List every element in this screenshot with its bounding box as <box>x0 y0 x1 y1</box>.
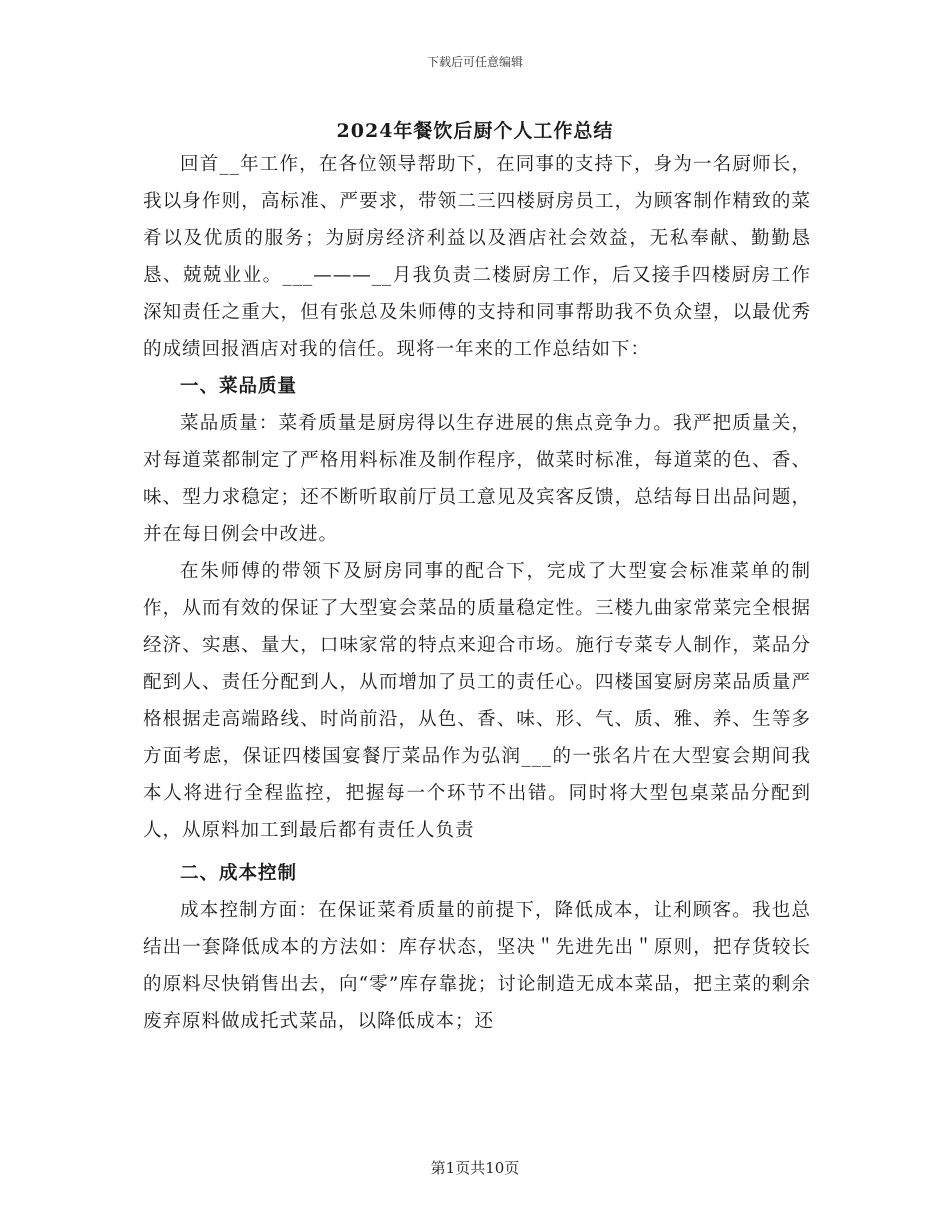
dish-quality-paragraph: 菜品质量：菜肴质量是厨房得以生存进展的焦点竞争力。我严把质量关，对每道菜都制定了严格用料标准及制作程序，做菜时标准，每道菜的色、香、味、型力求稳定；还不断听取前厅员工意见及宾客反馈，总结每日出品问题，并在每日例会中改进。 <box>143 413 811 545</box>
page-number: 第1页共10页 <box>430 1159 520 1177</box>
section-heading-cost-control: 二、成本控制 <box>180 863 298 884</box>
intro-paragraph: 回首__年工作，在各位领导帮助下，在同事的支持下，身为一名厨师长，我以身作则，高标准、严要求，带领二三四楼厨房员工，为顾客制作精致的菜肴以及优质的服务；为厨房经济利益以及酒店社会效益，无私奉献、勤勤恳恳、兢兢业业。___———__月我负责二楼厨房工作，后又接手四楼厨房工作深知责任之重大，但有张总及朱师傅的支持和同事帮助我不负众望，以最优秀的成绩回报酒店对我的信任。现将一年来的工作总结如下： <box>143 154 811 360</box>
banquet-menu-paragraph: 在朱师傅的带领下及厨房同事的配合下，完成了大型宴会标准菜单的制作，从而有效的保证了大型宴会菜品的质量稳定性。三楼九曲家常菜完全根据经济、实惠、量大，口味家常的特点来迎合市场。施行专菜专人制作，菜品分配到人、责任分配到人，从而增加了员工的责任心。四楼国宴厨房菜品质量严格根据走高端路线、时尚前沿，从色、香、味、形、气、质、雅、养、生等多方面考虑，保证四楼国宴餐厅菜品作为弘润___的一张名片在大型宴会期间我本人将进行全程监控，把握每一个环节不出错。同时将大型包桌菜品分配到人，从原料加工到最后都有责任人负责 <box>143 561 811 841</box>
document-title: 2024年餐饮后厨个人工作总结 <box>336 120 614 142</box>
cost-control-paragraph: 成本控制方面：在保证菜肴质量的前提下，降低成本，让利顾客。我也总结出一套降低成本的方法如：库存状态，坚决＂先进先出＂原则，把存货较长的原料尽快销售出去，向“零”库存靠拢；讨论制造无成本菜品，把主菜的剩余废弃原料做成托式菜品，以降低成本；还 <box>143 900 811 1032</box>
document-body <box>143 146 811 1040</box>
page-header: 下载后可任意编辑 <box>426 55 523 69</box>
section-heading-dish-quality: 一、菜品质量 <box>180 376 298 397</box>
